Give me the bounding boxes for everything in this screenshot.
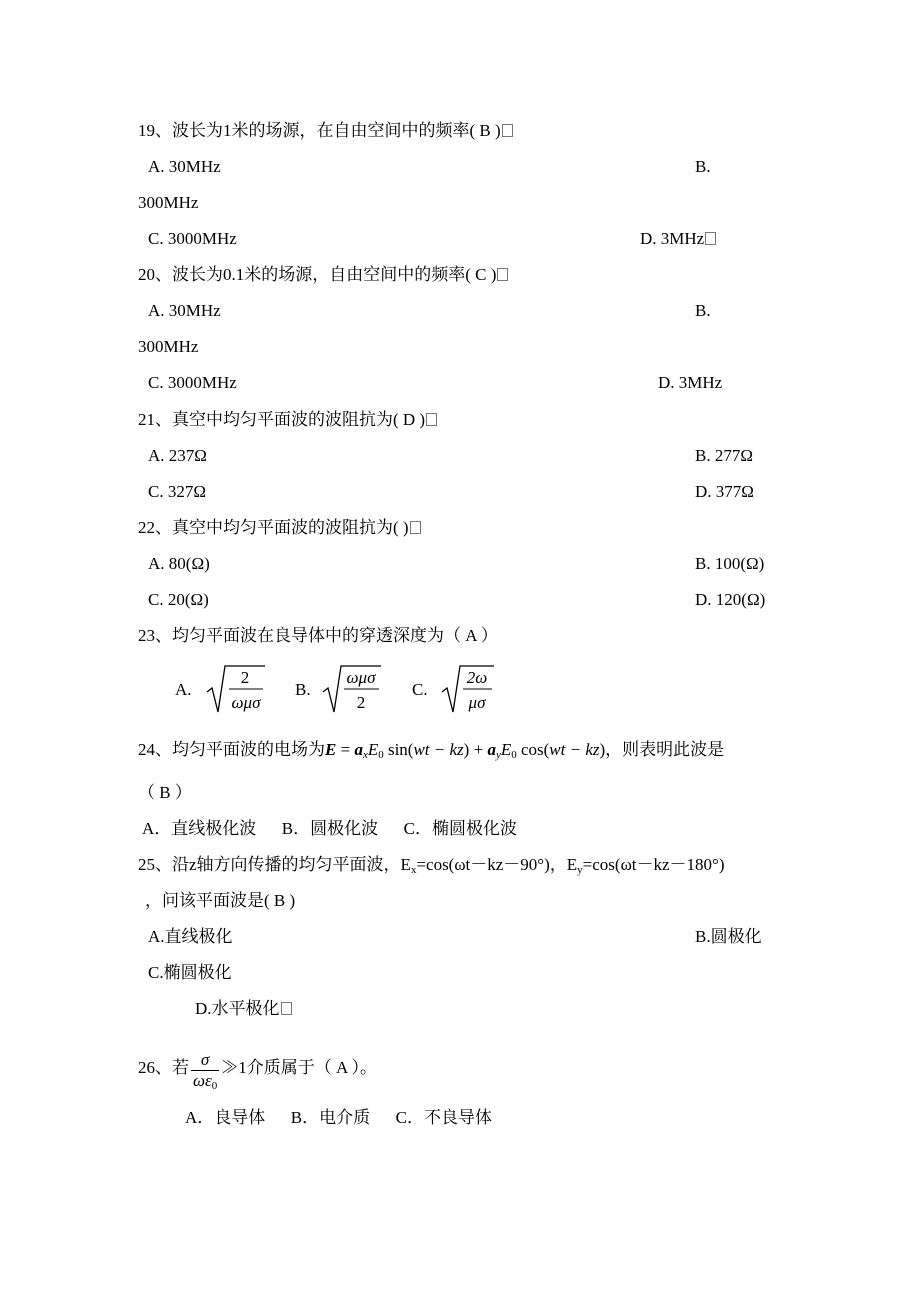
missing-glyph-icon xyxy=(281,1002,292,1015)
q25-option-a: A.直线极化 xyxy=(148,927,233,946)
q25-option-c: C.椭圆极化 xyxy=(148,963,232,982)
q24-answer: （ B ） xyxy=(138,783,192,802)
q25-option-d: D.水平极化 xyxy=(195,999,292,1019)
q21-option-c: C. 327Ω xyxy=(148,482,206,501)
q25-stem-cont: ，问该平面波是( B ) xyxy=(145,891,296,910)
missing-glyph-icon xyxy=(497,268,508,281)
svg-text:B.: B. xyxy=(295,680,311,699)
q21-option-a: A. 237Ω xyxy=(148,446,207,465)
q21-option-b: B. 277Ω xyxy=(695,446,753,465)
q26-options: A．良导体 B．电介质 C．不良导体 xyxy=(185,1108,492,1127)
q19-stem: 19、波长为1米的场源，在自由空间中的频率( B ) xyxy=(138,121,513,141)
q26-fraction: $\frac{\sigma}{\omega\varepsilon_0}$ xyxy=(193,1050,218,1092)
q21-option-d: D. 377Ω xyxy=(695,482,754,501)
q25-option-b: B.圆极化 xyxy=(695,927,762,946)
q20-option-a: A. 30MHz xyxy=(148,301,221,320)
q20-option-c: C. 3000MHz xyxy=(148,373,237,392)
q21-stem: 21、真空中均匀平面波的波阻抗为( D ) xyxy=(138,410,437,430)
svg-text:2: 2 xyxy=(356,693,366,712)
q23-option-a-formula xyxy=(175,660,275,720)
q19-option-c: C. 3000MHz xyxy=(148,229,237,248)
q19-option-b: B. xyxy=(695,157,711,176)
q20-stem: 20、波长为0.1米的场源，自由空间中的频率( C ) xyxy=(138,265,508,285)
q20-option-b: B. xyxy=(695,301,711,320)
svg-text:C.: C. xyxy=(412,680,428,699)
q23-option-a xyxy=(175,660,275,725)
svg-text:2ω: 2ω xyxy=(466,668,488,687)
q23-option-c-formula xyxy=(412,660,512,720)
missing-glyph-icon xyxy=(705,232,716,245)
q23-stem: 23、均匀平面波在良导体中的穿透深度为（ A ） xyxy=(138,626,498,645)
q23-option-b xyxy=(295,660,395,725)
q23-option-b-formula xyxy=(295,660,395,720)
q24-field-formula: $E = a_xE_0$ $\sin(wt - kz) + a_yE_0$ cos(wt − kz) xyxy=(325,740,606,761)
q22-option-c: C. 20(Ω) xyxy=(148,590,209,609)
q24-stem: 24、均匀平面波的电场为$E = a_xE_0$ $\sin(wt - kz) + a_yE_0$ cos(wt − kz)，则表明此波是 xyxy=(138,740,725,761)
svg-text:ωμσ: ωμσ xyxy=(231,693,261,712)
q22-option-d: D. 120(Ω) xyxy=(695,590,766,609)
missing-glyph-icon xyxy=(426,413,437,426)
q22-option-b: B. 100(Ω) xyxy=(695,554,765,573)
q22-stem: 22、真空中均匀平面波的波阻抗为( ) xyxy=(138,518,421,538)
q22-option-a: A. 80(Ω) xyxy=(148,554,210,573)
svg-text:A.: A. xyxy=(175,680,192,699)
q26-stem: 26、若 $\frac{\sigma}{\omega\varepsilon_0}$ ≫1介质属于（ A ）。 xyxy=(138,1050,378,1092)
q24-options: A．直线极化波 B．圆极化波 C．椭圆极化波 xyxy=(142,819,517,838)
q20-option-b-cont: 300MHz xyxy=(138,337,199,356)
missing-glyph-icon xyxy=(410,521,421,534)
q19-option-d: D. 3MHz xyxy=(640,229,716,249)
q23-option-c xyxy=(412,660,512,725)
missing-glyph-icon xyxy=(502,124,513,137)
svg-text:μσ: μσ xyxy=(468,693,486,712)
q19-option-b-cont: 300MHz xyxy=(138,193,199,212)
svg-text:ωμσ: ωμσ xyxy=(346,668,376,687)
svg-text:2: 2 xyxy=(240,668,250,687)
q25-stem: 25、沿z轴方向传播的均匀平面波，$E_x=\cos(\omega t-kz-90^\circ)$，$E_y=\cos(\omega t-kz-180^\circ)$ xyxy=(138,855,725,876)
q19-option-a: A. 30MHz xyxy=(148,157,221,176)
q20-option-d: D. 3MHz xyxy=(658,373,723,392)
